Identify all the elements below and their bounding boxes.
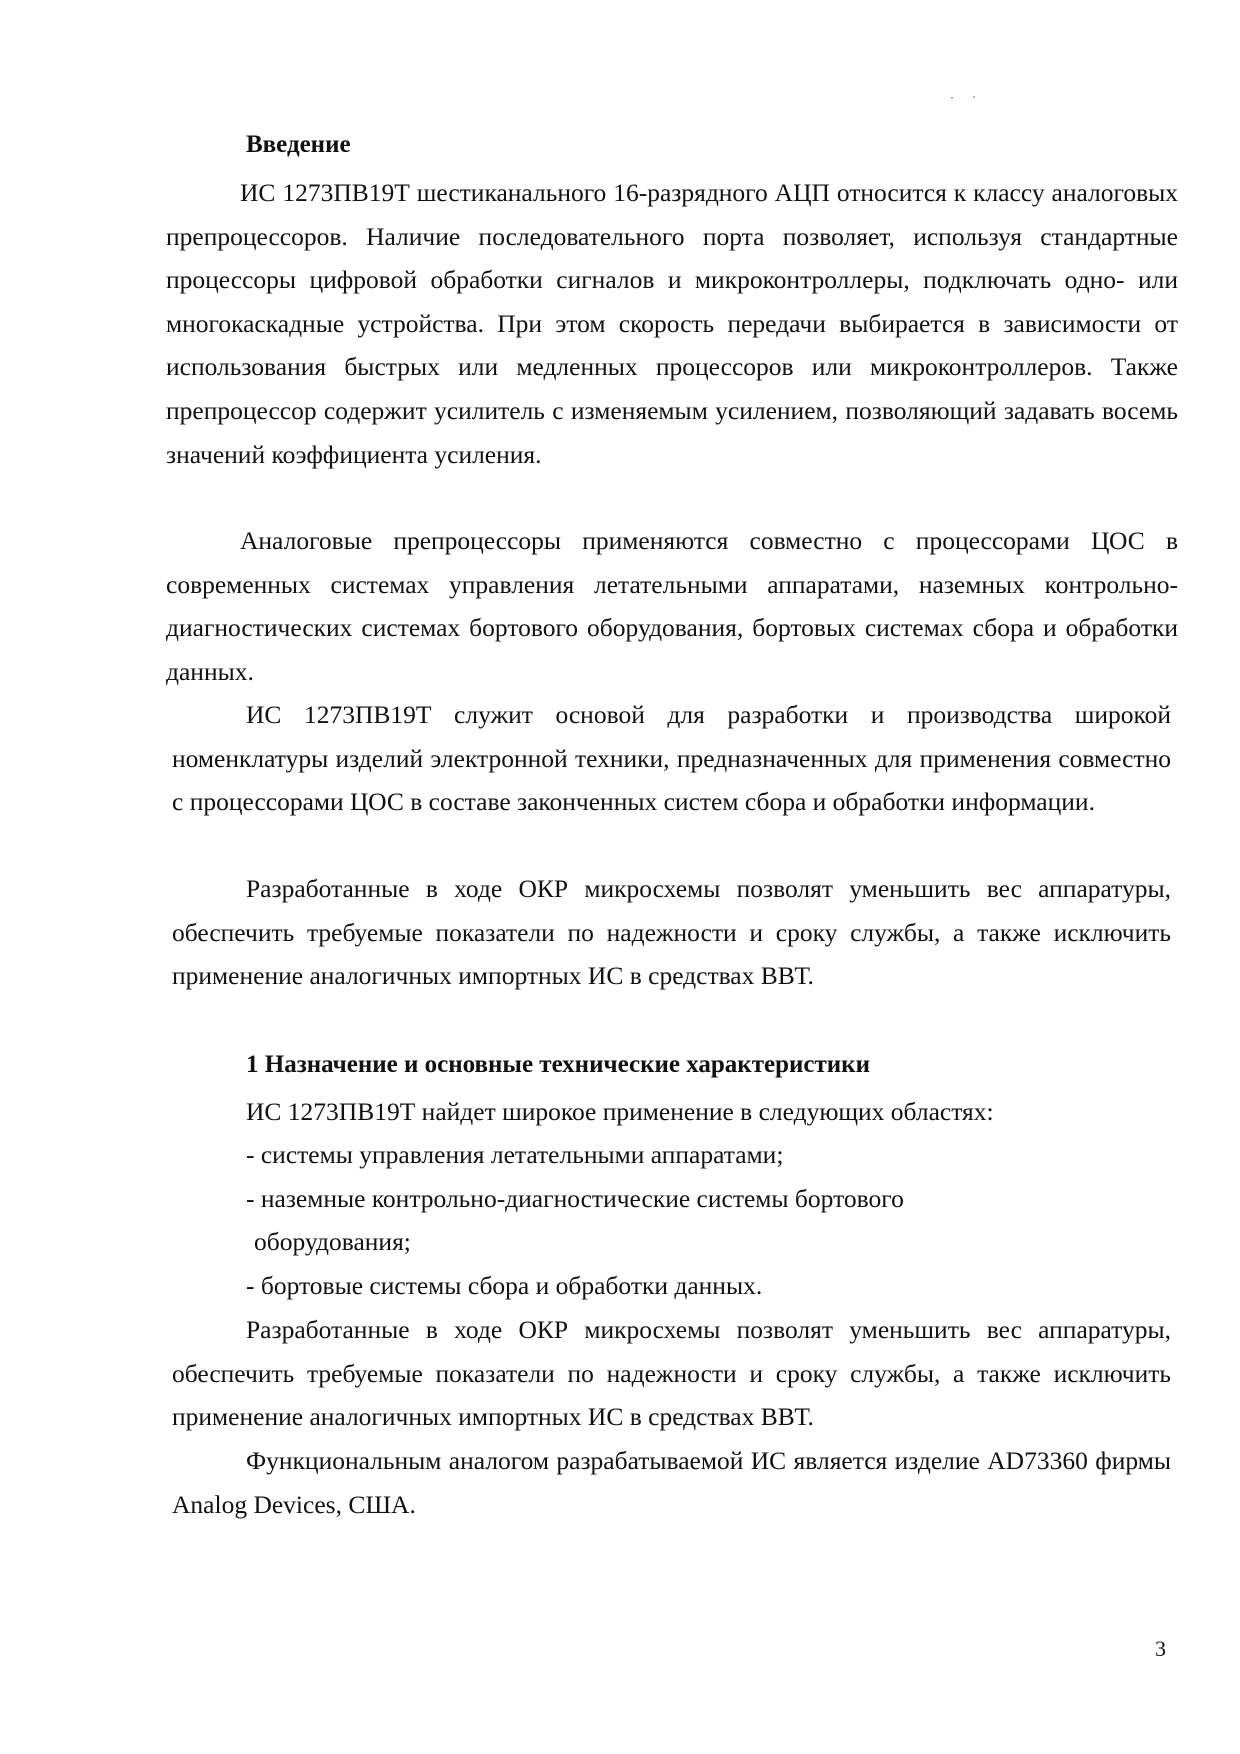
section-1-lead: ИС 1273ПВ19Т найдет широкое применение в следующих областях: bbox=[246, 1097, 994, 1126]
intro-heading: Введение bbox=[246, 131, 351, 158]
list-item: - бортовые системы сбора и обработки данных. bbox=[246, 1271, 763, 1300]
list-item: - системы управления летательными аппаратами; bbox=[246, 1140, 784, 1169]
section-1-paragraph-1: Разработанные в ходе ОКР микросхемы позволят уменьшить вес аппаратуры, обеспечить требуемые показатели по надежности и сроку службы, а также исключить применение аналогичных импортных ИС в средствах ВВТ. bbox=[172, 1315, 1171, 1432]
intro-paragraph-2: Аналоговые препроцессоры применяются совместно с процессорами ЦОС в современных системах управления летательными аппаратами, наземных контрольно-диагностических системах бортового оборудования, бортовых системах сбора и обработки данных. bbox=[166, 526, 1178, 686]
list-item-continuation: оборудования; bbox=[254, 1227, 411, 1256]
section-1-paragraph-2: Функциональным аналогом разрабатываемой ИС является изделие AD73360 фирмы Analog Devices, США. bbox=[172, 1446, 1171, 1519]
section-1-heading: 1 Назначение и основные технические характеристики bbox=[246, 1051, 870, 1078]
intro-paragraph-3: ИС 1273ПВ19Т служит основой для разработки и производства широкой номенклатуры изделий электронной техники, предназначенных для применения совместно с процессорами ЦОС в составе законченных систем сбора и обработки информации. bbox=[172, 700, 1171, 817]
intro-paragraph-1: ИС 1273ПВ19Т шестиканального 16-разрядного АЦП относится к классу аналоговых препроцессоров. Наличие последовательного порта позволяет, используя стандартные процессоры цифровой обработки сигналов и микроконтроллеры, подключать одно- или многокаскадные устройства. При этом скорость передачи выбирается в зависимости от использования быстрых или медленных процессоров или микроконтроллеров. Также препроцессор содержит усилитель с изменяемым усилением, позволяющий задавать восемь значений коэффициента усиления. bbox=[166, 178, 1178, 469]
list-item: - наземные контрольно-диагностические системы бортового bbox=[246, 1184, 904, 1213]
intro-paragraph-4: Разработанные в ходе ОКР микросхемы позволят уменьшить вес аппаратуры, обеспечить требуемые показатели по надежности и сроку службы, а также исключить применение аналогичных импортных ИС в средствах ВВТ. bbox=[172, 874, 1171, 991]
page-number: 3 bbox=[1155, 1636, 1166, 1661]
scan-artifact bbox=[951, 96, 977, 100]
